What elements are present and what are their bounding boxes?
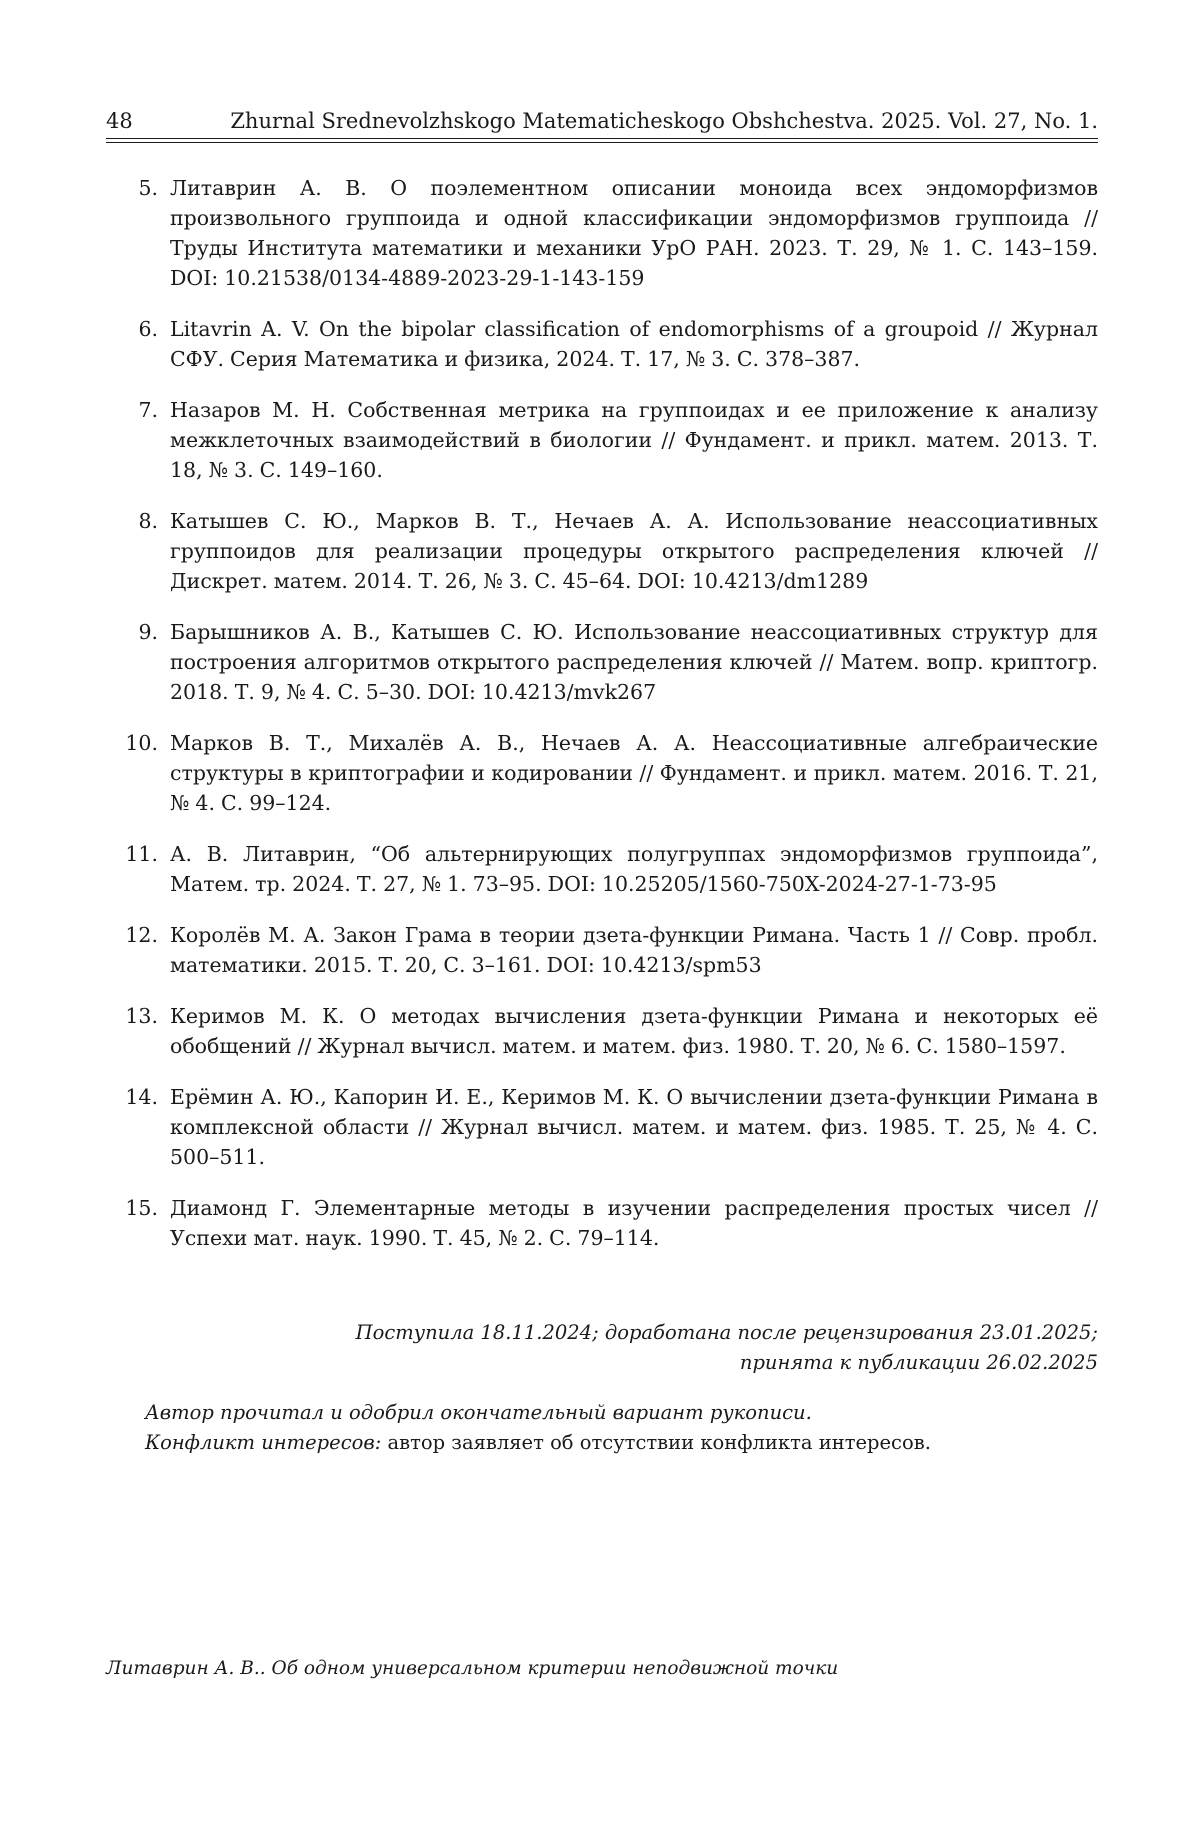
reference-item (106, 506, 1098, 596)
reference-text: Ерёмин А. Ю., Капорин И. Е., Керимов М. К. О вычислении дзета-функции Римана в комплексной области // Журнал вычисл. матем. и матем. физ. 1985. Т. 25, № 4. С. 500–511. (170, 1085, 1098, 1169)
reference-text: Литаврин А. В. О поэлементном описании моноида всех эндоморфизмов произвольного группоида и одной классификации эндоморфизмов группоида // Труды Института математики и механики УрО РАН. 2023. Т. 29, № 1. С. 143–159. DOI: 10.21538/0134-4889-2023-29-1-143-159 (170, 176, 1098, 290)
conflict-note (145, 1428, 1098, 1458)
conflict-label: Конфликт интересов: (145, 1431, 382, 1454)
reference-text: Катышев С. Ю., Марков В. Т., Нечаев А. А. Использование неассоциативных группоидов для реализации процедуры открытого распределения ключей // Дискрет. матем. 2014. Т. 26, № 3. С. 45–64. DOI: 10.4213/dm1289 (170, 509, 1098, 593)
reference-number: 8. (138, 509, 158, 533)
reference-number: 14. (125, 1085, 158, 1109)
reference-number: 5. (138, 176, 158, 200)
page-number: 48 (106, 109, 133, 133)
approval-note: Автор прочитал и одобрил окончательный вариант рукописи. (145, 1401, 812, 1424)
reference-list (106, 173, 1098, 1274)
reference-text: Керимов М. К. О методах вычисления дзета-функции Римана и некоторых её обобщений // Журнал вычисл. матем. и матем. физ. 1980. Т. 20, № 6. С. 1580–1597. (170, 1004, 1098, 1058)
reference-text: Барышников А. В., Катышев С. Ю. Использование неассоциативных структур для построения алгоритмов открытого распределения ключей // Матем. вопр. криптогр. 2018. Т. 9, № 4. С. 5–30. DOI: 10.4213/mvk267 (170, 620, 1098, 704)
dates-line-received: Поступила 18.11.2024; доработана после рецензирования 23.01.2025; (355, 1321, 1098, 1344)
reference-text: А. В. Литаврин, “Об альтернирующих полугруппах эндоморфизмов группоида”, Матем. тр. 2024. Т. 27, № 1. 73–95. DOI: 10.25205/1560-750X-2024-27-1-73-95 (170, 842, 1098, 896)
journal-title: Zhurnal Srednevolzhskogo Matematicheskogo Obshchestva. 2025. Vol. 27, No. 1. (230, 109, 1098, 133)
reference-text: Назаров М. Н. Собственная метрика на группоидах и ее приложение к анализу межклеточных взаимодействий в биологии // Фундамент. и прикл. матем. 2013. Т. 18, № 3. С. 149–160. (170, 398, 1098, 482)
reference-number: 9. (138, 620, 158, 644)
reference-number: 10. (125, 731, 158, 755)
reference-text: Марков В. Т., Михалёв А. В., Нечаев А. А. Неассоциативные алгебраические структуры в криптографии и кодировании // Фундамент. и прикл. матем. 2016. Т. 21, № 4. С. 99–124. (170, 731, 1098, 815)
header-rule-top (106, 138, 1098, 139)
dates-line-accepted: принята к публикации 26.02.2025 (739, 1351, 1098, 1374)
reference-item (106, 920, 1098, 980)
reference-item (106, 1001, 1098, 1061)
author-notes (145, 1398, 1098, 1458)
reference-item (106, 314, 1098, 374)
reference-number: 13. (125, 1004, 158, 1028)
reference-item (106, 617, 1098, 707)
reference-number: 12. (125, 923, 158, 947)
reference-number: 11. (125, 842, 158, 866)
reference-item (106, 839, 1098, 899)
reference-item (106, 1082, 1098, 1172)
header-rule-bottom (106, 142, 1098, 143)
reference-text: Диамонд Г. Элементарные методы в изучении распределения простых чисел // Успехи мат. наук. 1990. Т. 45, № 2. С. 79–114. (170, 1196, 1098, 1250)
conflict-text: автор заявляет об отсутствии конфликта интересов. (381, 1431, 931, 1454)
reference-number: 6. (138, 317, 158, 341)
reference-item (106, 728, 1098, 818)
reference-number: 7. (138, 398, 158, 422)
running-foot: Литаврин А. В.. Об одном универсальном критерии неподвижной точки (106, 1658, 839, 1679)
running-head (106, 106, 1098, 136)
reference-number: 15. (125, 1196, 158, 1220)
reference-text: Королёв М. А. Закон Грама в теории дзета-функции Римана. Часть 1 // Совр. пробл. математики. 2015. Т. 20, С. 3–161. DOI: 10.4213/spm53 (170, 923, 1098, 977)
reference-item (106, 173, 1098, 293)
reference-text: Litavrin A. V. On the bipolar classification of endomorphisms of a groupoid // Журнал СФУ. Серия Математика и физика, 2024. Т. 17, № 3. С. 378–387. (170, 317, 1098, 371)
reference-item (106, 1193, 1098, 1253)
reference-item (106, 395, 1098, 485)
submission-dates (300, 1318, 1098, 1378)
